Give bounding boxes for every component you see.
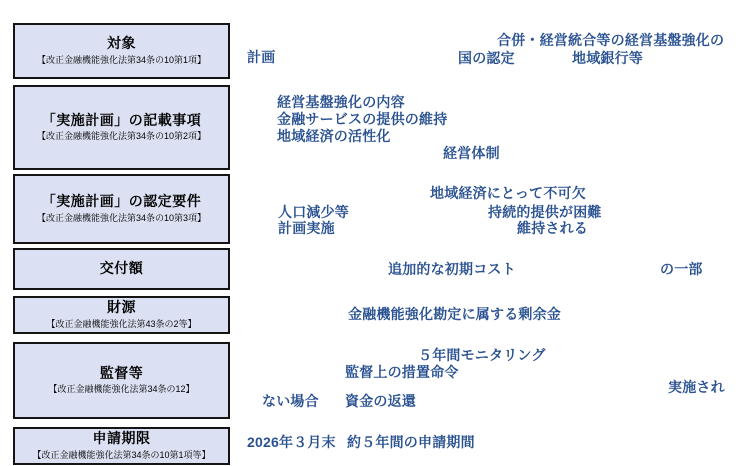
box-law-reference: 【改正金融機能強化法第34条の10第3項】	[36, 212, 207, 223]
box-title: 「実施計画」の認定要件	[41, 193, 202, 210]
highlight-text-supervisory-order: 監督上の措置命令	[345, 364, 459, 380]
box-title: 交付額	[99, 260, 144, 277]
highlight-text-sustained-provision: 持続的提供が困難	[488, 204, 602, 220]
highlight-text-population-decline: 人口減少等	[278, 204, 349, 220]
box-certification-requirements	[13, 174, 230, 244]
highlight-text-regional-banks: 地域銀行等	[572, 50, 643, 66]
highlight-text-monitoring: ５年間モニタリング	[418, 347, 546, 363]
box-plan-contents	[13, 85, 230, 170]
box-law-reference: 【改正金融機能強化法第34条の12】	[48, 384, 195, 395]
box-supervision	[13, 342, 230, 419]
box-law-reference: 【改正金融機能強化法第34条の10第1項等】	[32, 449, 211, 460]
box-title: 対象	[107, 35, 136, 52]
box-law-reference: 【改正金融機能強化法第34条の10第2項】	[36, 131, 207, 142]
highlight-text-indispensable: 地域経済にとって不可欠	[430, 185, 586, 201]
box-funding-source	[13, 296, 230, 334]
box-target	[13, 23, 230, 79]
box-title: 「実施計画」の記載事項	[41, 111, 202, 128]
highlight-text-financial-services: 金融サービスの提供の維持	[277, 111, 448, 127]
highlight-text-surplus-account: 金融機能強化勘定に属する剰余金	[348, 306, 561, 322]
highlight-text-regional-economy: 地域経済の活性化	[277, 128, 391, 144]
highlight-text-national-certification: 国の認定	[458, 50, 515, 66]
box-grant-amount	[13, 248, 230, 290]
highlight-text-initial-costs: 追加的な初期コスト	[388, 261, 516, 277]
highlight-text-fund-return: 資金の返還	[345, 393, 416, 409]
highlight-text-not-case: ない場合	[262, 393, 319, 409]
highlight-text-portion: の一部	[660, 261, 703, 277]
highlight-text-management-structure: 経営体制	[443, 145, 500, 161]
highlight-text-deadline-date: 2026年３月末	[247, 434, 336, 450]
highlight-text-base-strengthening: 経営基盤強化の内容	[277, 94, 405, 110]
highlight-text-merger-integration: 合併・経営統合等の経営基盤強化の	[497, 32, 725, 48]
box-title: 監督等	[99, 364, 144, 381]
box-application-deadline	[13, 427, 230, 465]
box-law-reference: 【改正金融機能強化法第43条の2等】	[46, 318, 197, 329]
highlight-text-implemented: 実施され	[668, 379, 725, 395]
box-law-reference: 【改正金融機能強化法第34条の10第1項】	[36, 54, 207, 65]
highlight-text-plan-implementation: 計画実施	[278, 220, 335, 236]
box-title: 財源	[107, 299, 136, 316]
box-title: 申請期限	[92, 430, 151, 447]
highlight-text-maintained: 維持される	[517, 220, 588, 236]
highlight-text-application-period: 約５年間の申請期間	[347, 434, 475, 450]
highlight-text-plan: 計画	[247, 49, 276, 65]
